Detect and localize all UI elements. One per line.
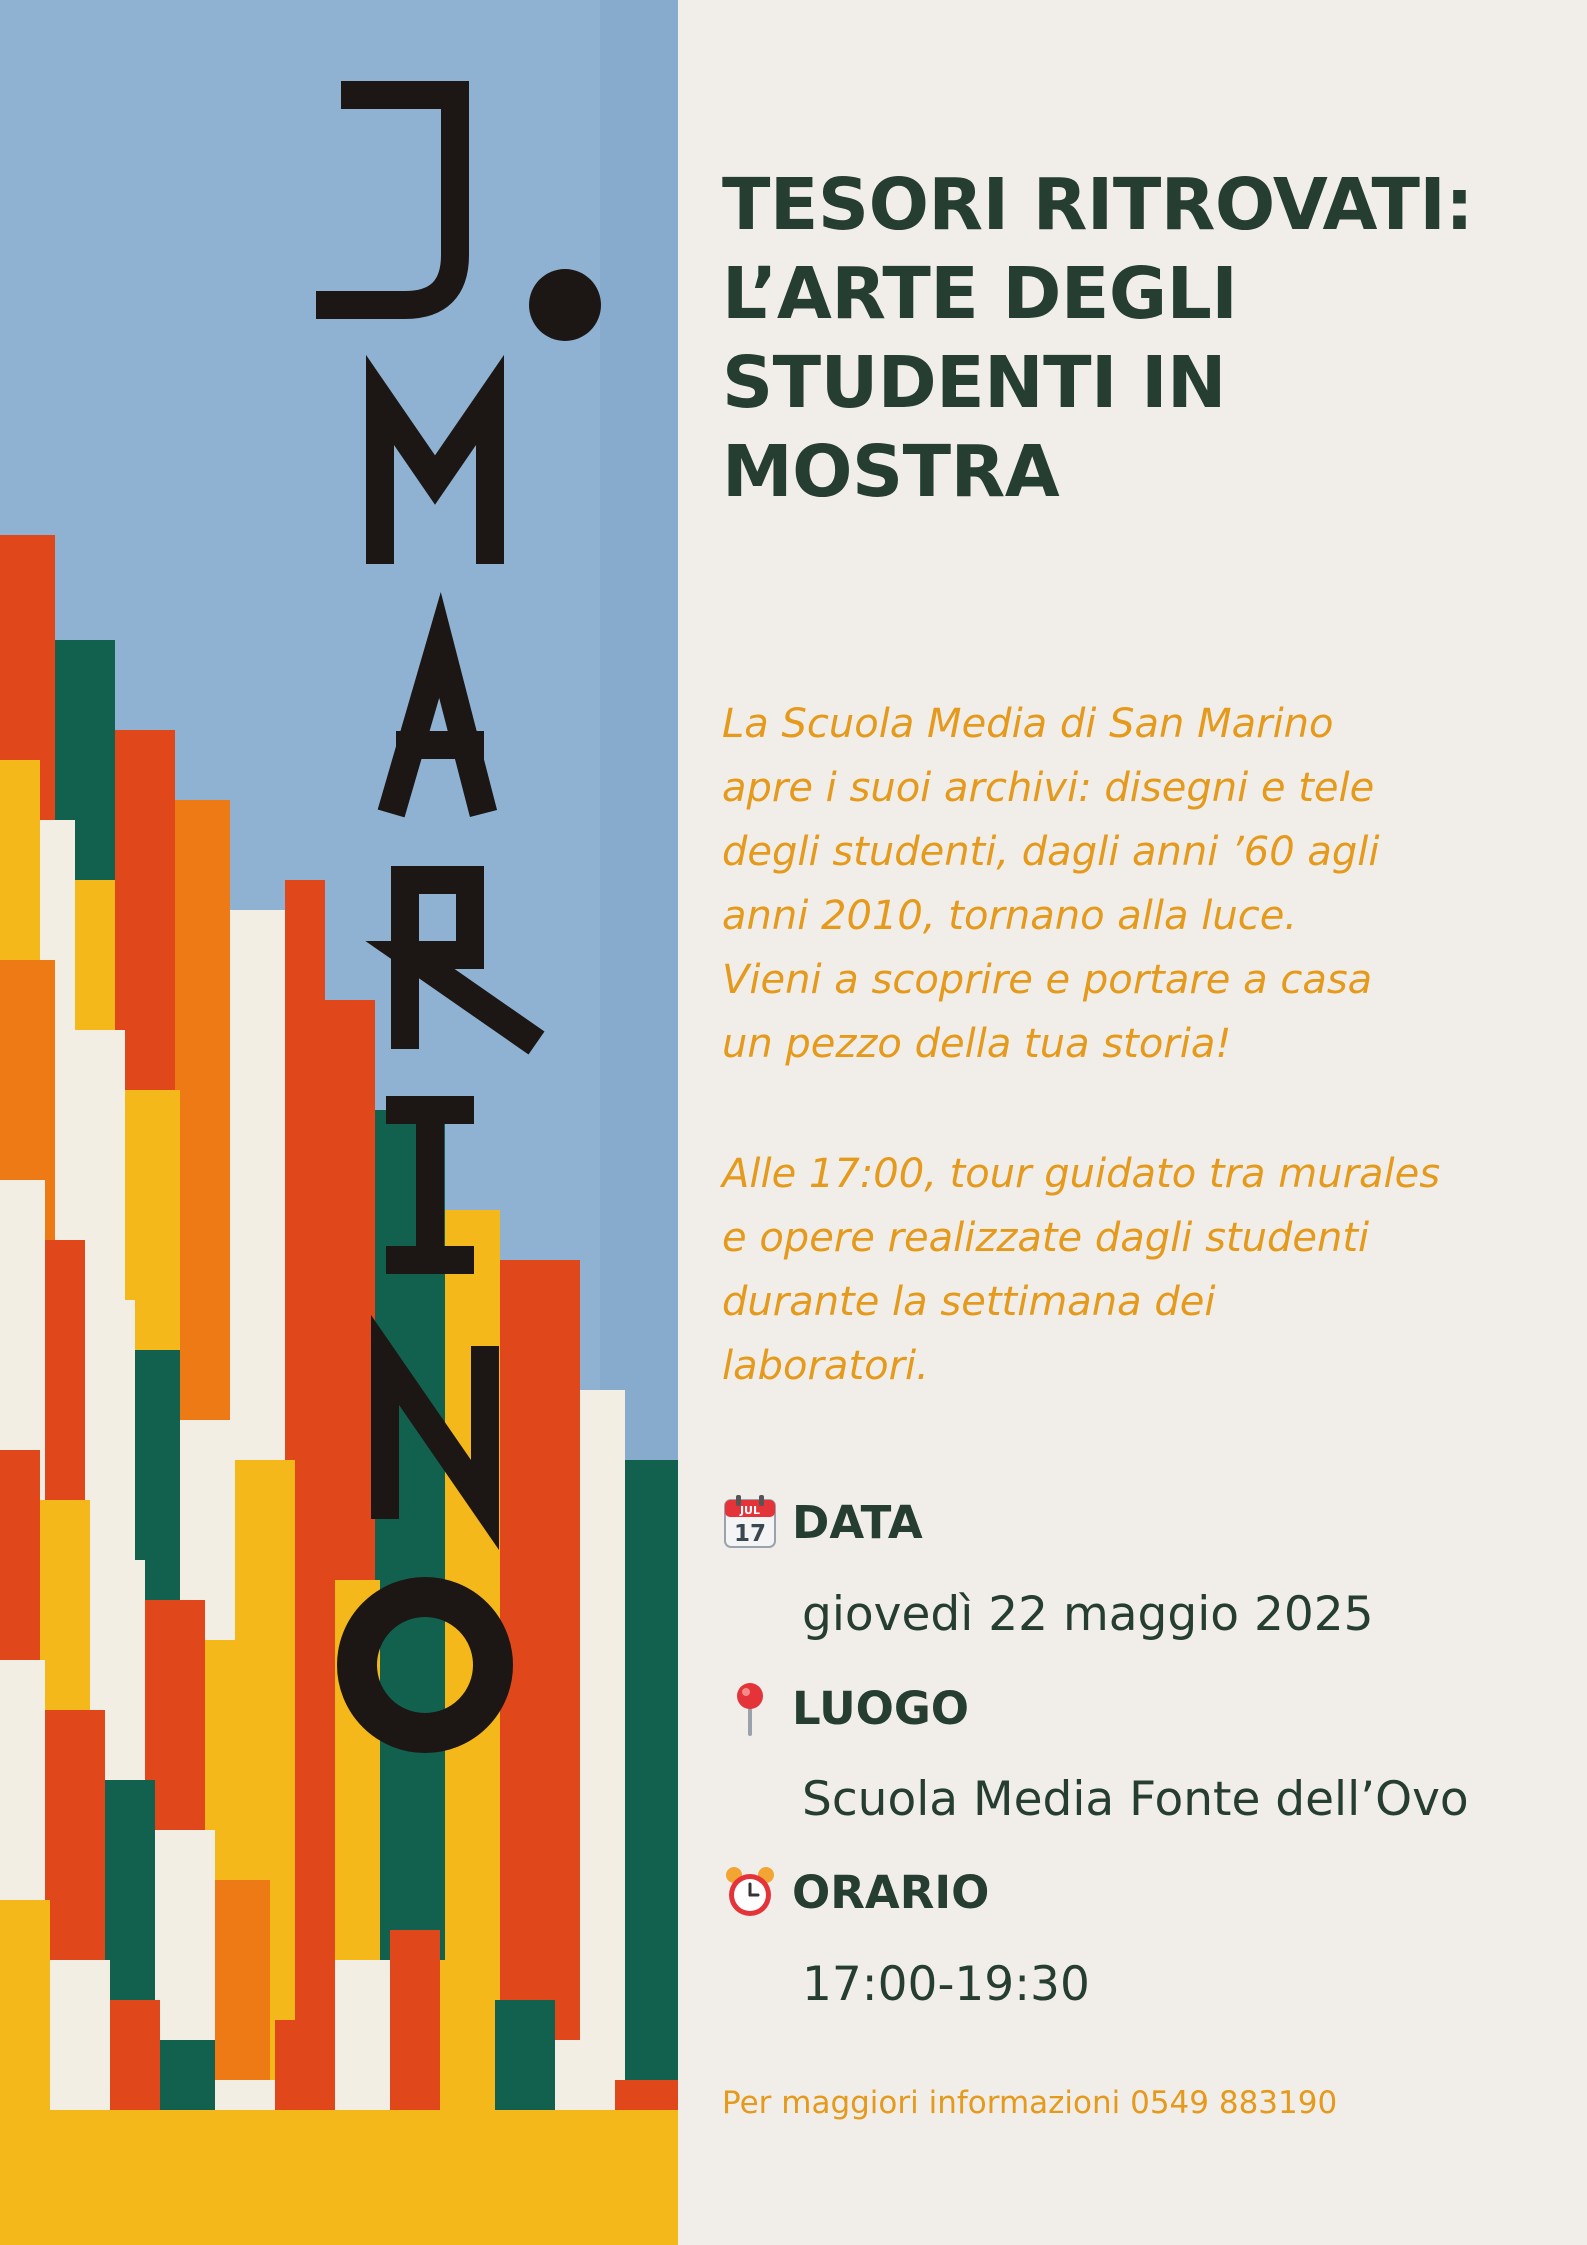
alarm-clock-icon <box>722 1864 778 1920</box>
svg-text:JUL: JUL <box>739 1504 761 1517</box>
description-paragraph <box>722 692 1562 1076</box>
date-label: DATA <box>792 1495 923 1549</box>
time-value: 17:00-19:30 <box>802 1957 1090 2012</box>
title-line: STUDENTI IN <box>722 341 1226 424</box>
description-line: apre i suoi archivi: disegni e tele <box>722 765 1375 811</box>
place-label: LUOGO <box>792 1681 970 1735</box>
place-value: Scuola Media Fonte dell’Ovo <box>802 1772 1469 1827</box>
time-heading <box>722 1864 989 1920</box>
time-label: ORARIO <box>792 1865 990 1919</box>
date-heading <box>722 1494 923 1550</box>
title-line: TESORI RITROVATI: <box>722 163 1474 246</box>
calendar-icon <box>722 1494 778 1550</box>
place-heading <box>722 1680 969 1736</box>
tour-line: e opere realizzate dagli studenti <box>722 1215 1370 1261</box>
description-line: La Scuola Media di San Marino <box>722 701 1334 747</box>
title-line: MOSTRA <box>722 430 1060 513</box>
description-line: un pezzo della tua storia! <box>722 1021 1232 1067</box>
svg-text:17: 17 <box>733 1521 767 1547</box>
pin-icon <box>722 1680 778 1736</box>
artwork-image <box>0 0 678 2245</box>
painted-stripe <box>0 2110 678 2245</box>
description-line: anni 2010, tornano alla luce. <box>722 893 1298 939</box>
poster-content <box>722 0 1562 2245</box>
tour-paragraph <box>722 1142 1562 1398</box>
tour-line: Alle 17:00, tour guidato tra murales <box>722 1151 1441 1197</box>
poster-title <box>722 160 1562 516</box>
description-line: degli studenti, dagli anni ’60 agli <box>722 829 1380 875</box>
contact-footer: Per maggiori informazioni 0549 883190 <box>722 2085 1338 2121</box>
painted-dot <box>529 269 601 341</box>
tour-line: durante la settimana dei <box>722 1279 1216 1325</box>
tour-line: laboratori. <box>722 1343 929 1389</box>
title-line: L’ARTE DEGLI <box>722 252 1238 335</box>
description-line: Vieni a scoprire e portare a casa <box>722 957 1373 1003</box>
date-value: giovedì 22 maggio 2025 <box>802 1587 1374 1642</box>
san-marino-painting <box>0 0 678 2245</box>
